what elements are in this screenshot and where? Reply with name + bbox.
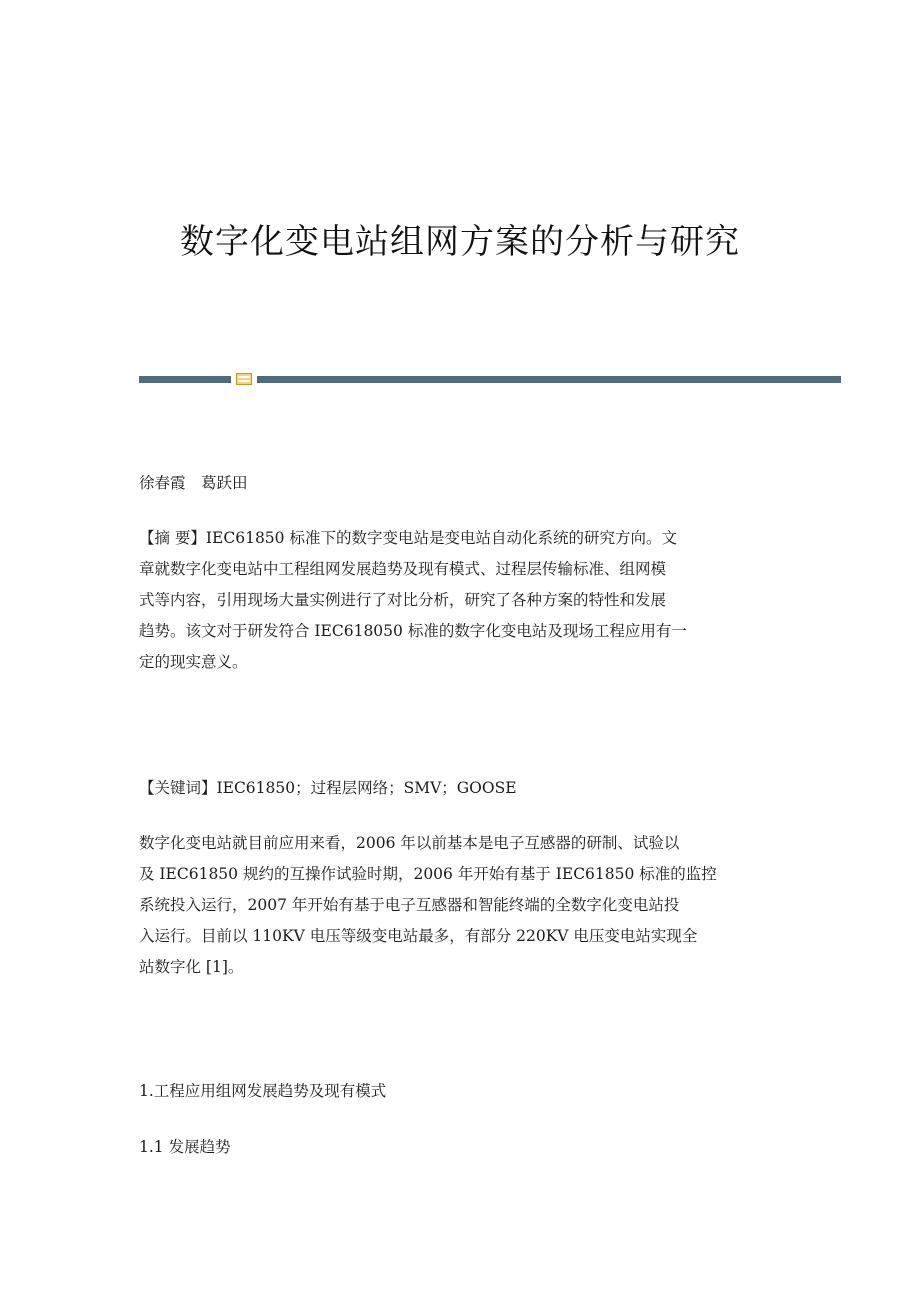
intro-line: 系统投入运行，2007 年开始有基于电子互感器和智能终端的全数字化变电站投 [139, 896, 680, 914]
authors-text: 徐春霞 葛跃田 [139, 474, 248, 492]
section-heading-1-1 [139, 1132, 779, 1163]
abstract-line: 式等内容，引用现场大量实例进行了对比分析，研究了各种方案的特性和发展 [139, 591, 667, 609]
divider-ornament-icon [236, 373, 252, 385]
divider-left-bar [139, 376, 231, 383]
title-divider [139, 372, 841, 386]
intro-line: 数字化变电站就目前应用来看，2006 年以前基本是电子互感器的研制、试验以 [139, 834, 680, 852]
intro-line: 站数字化 [1]。 [139, 958, 244, 976]
abstract-line: 定的现实意义。 [139, 653, 248, 671]
abstract-line: 【摘 要】IEC61850 标准下的数字变电站是变电站自动化系统的研究方向。文 [139, 529, 677, 547]
divider-right-bar [257, 376, 841, 383]
intro-paragraph [139, 828, 779, 983]
document-title: 数字化变电站组网方案的分析与研究 [180, 222, 740, 262]
section-heading-1 [139, 1076, 779, 1107]
section-heading-1-1-text: 1.1 发展趋势 [139, 1138, 231, 1156]
abstract-line: 趋势。该文对于研发符合 IEC618050 标准的数字化变电站及现场工程应用有一 [139, 622, 687, 640]
keywords-line [139, 773, 779, 804]
intro-line: 入运行。目前以 110KV 电压等级变电站最多，有部分 220KV 电压变电站实现全 [139, 927, 698, 945]
keywords-text: 【关键词】IEC61850；过程层网络；SMV；GOOSE [139, 779, 517, 797]
authors-line [139, 468, 779, 499]
intro-line: 及 IEC61850 规约的互操作试验时期，2006 年开始有基于 IEC61850 标准的监控 [139, 865, 717, 883]
section-heading-1-text: 1.工程应用组网发展趋势及现有模式 [139, 1082, 387, 1100]
abstract-line: 章就数字化变电站中工程组网发展趋势及现有模式、过程层传输标准、组网模 [139, 560, 667, 578]
abstract-paragraph [139, 523, 779, 678]
